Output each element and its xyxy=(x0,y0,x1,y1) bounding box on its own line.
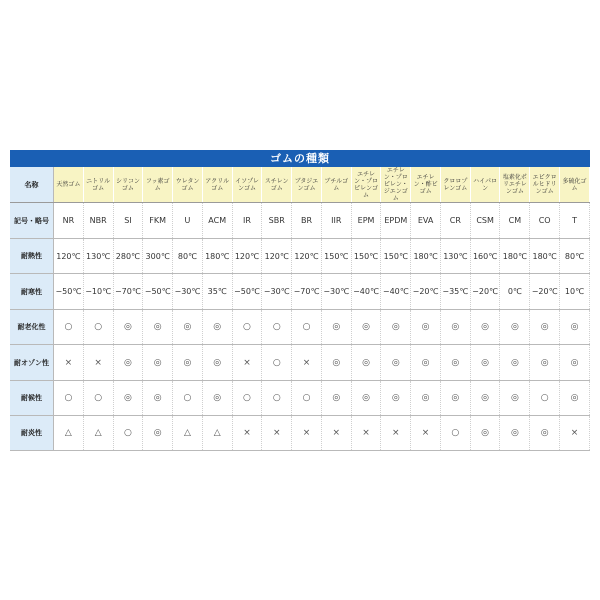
name-row xyxy=(10,167,590,203)
table-cell: ◎ xyxy=(560,381,590,416)
table-cell: ◎ xyxy=(470,310,500,345)
table-cell: ○ xyxy=(440,416,470,451)
table-cell: 80℃ xyxy=(560,239,590,274)
table-cell: ○ xyxy=(292,381,322,416)
table-cell: ◎ xyxy=(381,310,411,345)
table-cell: 150℃ xyxy=(321,239,351,274)
table-cell: ◎ xyxy=(530,310,560,345)
table-cell: 180℃ xyxy=(530,239,560,274)
rubber-name-cell: フッ素ゴム xyxy=(143,167,173,203)
table-cell: ○ xyxy=(530,381,560,416)
rubber-name-cell: エチレン・酢ビゴム xyxy=(411,167,441,203)
table-cell: CM xyxy=(500,203,530,239)
table-cell: △ xyxy=(54,416,84,451)
table-cell: BR xyxy=(292,203,322,239)
table-cell: −50℃ xyxy=(143,274,173,310)
aging-resistance-row xyxy=(10,310,590,345)
table-cell: × xyxy=(54,345,84,381)
table-cell: −20℃ xyxy=(470,274,500,310)
table-cell: −30℃ xyxy=(262,274,292,310)
rubber-name-cell: ブチルゴム xyxy=(321,167,351,203)
table-cell: −70℃ xyxy=(113,274,143,310)
table-cell: ◎ xyxy=(202,310,232,345)
table-cell: ACM xyxy=(202,203,232,239)
table-cell: ◎ xyxy=(321,345,351,381)
rubber-name-cell: クロロプレンゴム xyxy=(440,167,470,203)
table-cell: ◎ xyxy=(113,345,143,381)
rubber-name-cell: エチレン・プロピレン・ジエンゴム xyxy=(381,167,411,203)
row-label: 耐熱性 xyxy=(10,239,54,274)
table-cell: CR xyxy=(440,203,470,239)
heat-resistance-row xyxy=(10,239,590,274)
table-cell: ○ xyxy=(113,416,143,451)
table-cell: −40℃ xyxy=(381,274,411,310)
table-cell: 150℃ xyxy=(351,239,381,274)
table-cell: ◎ xyxy=(381,381,411,416)
table-cell: ◎ xyxy=(440,310,470,345)
table-cell: −30℃ xyxy=(173,274,203,310)
table-cell: −50℃ xyxy=(54,274,84,310)
table-cell: CO xyxy=(530,203,560,239)
table-cell: ◎ xyxy=(560,345,590,381)
table-cell: ◎ xyxy=(143,345,173,381)
table-cell: ◎ xyxy=(530,345,560,381)
table-cell: ◎ xyxy=(470,345,500,381)
table-cell: −35℃ xyxy=(440,274,470,310)
table-cell: −40℃ xyxy=(351,274,381,310)
cold-resistance-row xyxy=(10,274,590,310)
table-cell: ◎ xyxy=(321,310,351,345)
table-cell: × xyxy=(560,416,590,451)
table-cell: 35℃ xyxy=(202,274,232,310)
table-cell: ○ xyxy=(292,310,322,345)
row-label: 耐オゾン性 xyxy=(10,345,54,381)
rubber-name-cell: ブタジエンゴム xyxy=(292,167,322,203)
table-cell: IIR xyxy=(321,203,351,239)
table-cell: ◎ xyxy=(470,416,500,451)
table-cell: × xyxy=(292,345,322,381)
table-cell: −20℃ xyxy=(530,274,560,310)
table-cell: × xyxy=(83,345,113,381)
table-cell: ◎ xyxy=(411,345,441,381)
rubber-name-cell: エピクロルヒドリンゴム xyxy=(530,167,560,203)
table-cell: ○ xyxy=(232,310,262,345)
rubber-name-cell: ウレタンゴム xyxy=(173,167,203,203)
table-cell: SBR xyxy=(262,203,292,239)
table-cell: ◎ xyxy=(351,310,381,345)
table-cell: ◎ xyxy=(500,345,530,381)
weather-resistance-row xyxy=(10,381,590,416)
table-cell: −70℃ xyxy=(292,274,322,310)
table-cell: × xyxy=(232,416,262,451)
row-label: 名称 xyxy=(10,167,54,203)
table-cell: ◎ xyxy=(530,416,560,451)
ozone-resistance-row xyxy=(10,345,590,381)
table-cell: ◎ xyxy=(560,310,590,345)
table-cell: × xyxy=(411,416,441,451)
table-cell: △ xyxy=(83,416,113,451)
row-label: 耐炎性 xyxy=(10,416,54,451)
table-cell: 160℃ xyxy=(470,239,500,274)
table-cell: 120℃ xyxy=(262,239,292,274)
table-cell: ◎ xyxy=(143,416,173,451)
rubber-name-cell: ニトリルゴム xyxy=(83,167,113,203)
table-cell: 180℃ xyxy=(500,239,530,274)
table-cell: ◎ xyxy=(411,381,441,416)
table-cell: × xyxy=(321,416,351,451)
table-cell: ○ xyxy=(262,381,292,416)
table-cell: −10℃ xyxy=(83,274,113,310)
table-cell: ◎ xyxy=(440,381,470,416)
table-cell: 280℃ xyxy=(113,239,143,274)
table-cell: FKM xyxy=(143,203,173,239)
table-cell: 120℃ xyxy=(232,239,262,274)
rubber-name-cell: シリコンゴム xyxy=(113,167,143,203)
table-cell: T xyxy=(560,203,590,239)
table-cell: ◎ xyxy=(411,310,441,345)
table-cell: NR xyxy=(54,203,84,239)
table-cell: 180℃ xyxy=(202,239,232,274)
rubber-name-cell: エチレン・プロピレンゴム xyxy=(351,167,381,203)
table-cell: ◎ xyxy=(470,381,500,416)
table-cell: ◎ xyxy=(143,310,173,345)
table-cell: EPDM xyxy=(381,203,411,239)
table-cell: ◎ xyxy=(381,345,411,381)
row-label: 耐寒性 xyxy=(10,274,54,310)
rubber-name-cell: スチレンゴム xyxy=(262,167,292,203)
code-row xyxy=(10,203,590,239)
table-cell: EVA xyxy=(411,203,441,239)
table-cell: ○ xyxy=(54,381,84,416)
table-cell: −50℃ xyxy=(232,274,262,310)
table-cell: ◎ xyxy=(351,381,381,416)
table-cell: CSM xyxy=(470,203,500,239)
rubber-types-panel xyxy=(10,150,590,451)
table-cell: ○ xyxy=(262,310,292,345)
table-cell: ○ xyxy=(83,381,113,416)
table-cell: ○ xyxy=(232,381,262,416)
flame-resistance-row xyxy=(10,416,590,451)
table-cell: 10℃ xyxy=(560,274,590,310)
table-cell: × xyxy=(232,345,262,381)
rubber-name-cell: 天然ゴム xyxy=(54,167,84,203)
rubber-name-cell: アクリルゴム xyxy=(202,167,232,203)
table-cell: EPM xyxy=(351,203,381,239)
table-cell: ◎ xyxy=(500,381,530,416)
table-cell: △ xyxy=(202,416,232,451)
table-cell: ○ xyxy=(54,310,84,345)
table-cell: −20℃ xyxy=(411,274,441,310)
table-cell: 120℃ xyxy=(292,239,322,274)
table-cell: 80℃ xyxy=(173,239,203,274)
rubber-name-cell: 塩素化ポリエチレンゴム xyxy=(500,167,530,203)
table-cell: ◎ xyxy=(113,310,143,345)
table-cell: 180℃ xyxy=(411,239,441,274)
rubber-types-table xyxy=(10,167,590,451)
table-cell: × xyxy=(292,416,322,451)
table-cell: 130℃ xyxy=(83,239,113,274)
table-title: ゴムの種類 xyxy=(10,150,590,167)
table-cell: 130℃ xyxy=(440,239,470,274)
rubber-name-cell: ハイパロン xyxy=(470,167,500,203)
table-cell: ◎ xyxy=(500,416,530,451)
row-label: 耐老化性 xyxy=(10,310,54,345)
table-cell: × xyxy=(351,416,381,451)
table-cell: ◎ xyxy=(500,310,530,345)
table-cell: ◎ xyxy=(351,345,381,381)
table-cell: 0℃ xyxy=(500,274,530,310)
table-cell: ◎ xyxy=(440,345,470,381)
table-cell: ◎ xyxy=(173,345,203,381)
table-cell: −30℃ xyxy=(321,274,351,310)
rubber-name-cell: イソプレンゴム xyxy=(232,167,262,203)
table-cell: ◎ xyxy=(173,310,203,345)
rubber-name-cell: 多硫化ゴム xyxy=(560,167,590,203)
table-cell: IR xyxy=(232,203,262,239)
table-cell: × xyxy=(262,416,292,451)
table-cell: 300℃ xyxy=(143,239,173,274)
table-cell: SI xyxy=(113,203,143,239)
table-cell: ◎ xyxy=(202,381,232,416)
row-label: 耐候性 xyxy=(10,381,54,416)
table-cell: ◎ xyxy=(113,381,143,416)
table-cell: ◎ xyxy=(321,381,351,416)
table-cell: ○ xyxy=(262,345,292,381)
table-cell: × xyxy=(381,416,411,451)
table-cell: ○ xyxy=(83,310,113,345)
table-cell: ○ xyxy=(173,381,203,416)
table-cell: ◎ xyxy=(143,381,173,416)
table-cell: NBR xyxy=(83,203,113,239)
table-cell: 120℃ xyxy=(54,239,84,274)
table-cell: △ xyxy=(173,416,203,451)
row-label: 記号・略号 xyxy=(10,203,54,239)
table-cell: ◎ xyxy=(202,345,232,381)
table-cell: 150℃ xyxy=(381,239,411,274)
table-cell: U xyxy=(173,203,203,239)
